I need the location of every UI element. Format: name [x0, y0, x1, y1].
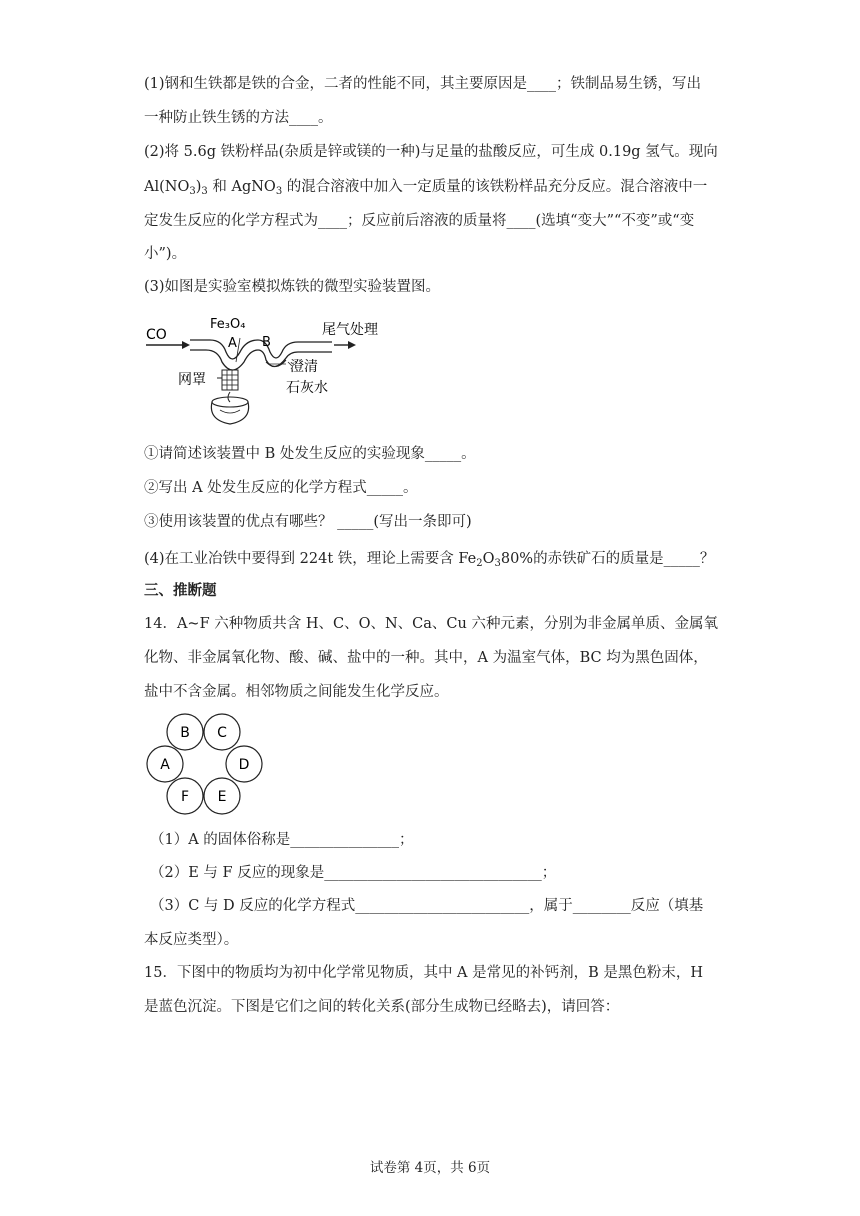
q13-sub2: ②写出 A 处发生反应的化学方程式_____。 [144, 480, 418, 496]
svg-text:E: E [217, 789, 227, 805]
svg-text:F: F [180, 789, 190, 805]
q14-sub1: （1）A 的固体俗称是_______________； [150, 832, 414, 848]
limewater-label-1: 澄清 [290, 359, 318, 375]
circle-d [226, 746, 262, 782]
ironmaking-apparatus-figure [140, 312, 400, 430]
svg-text:D: D [238, 757, 250, 773]
q14-line3: 盐中不含金属。相邻物质之间能发生化学反应。 [144, 684, 449, 700]
circle-b [167, 714, 203, 750]
q14-sub2: （2）E 与 F 反应的现象是______________________________； [150, 865, 557, 881]
q13-part2-line2: $Al(NO_3)_3$ 和 AgNO$_3$ 的混合溶液中加入一定质量的该铁粉样品充分反应。混合溶液中一 [144, 179, 708, 197]
page-footer: 试卷第 4页，共 6页 [369, 1160, 491, 1176]
q13-sub1: ①请简述该装置中 B 处发生反应的实验现象_____。 [144, 446, 476, 462]
fe3o4-label: Fe₃O₄ [210, 317, 246, 332]
svg-text:B: B [180, 725, 190, 741]
q13-part2-line3: 定发生反应的化学方程式为____；反应前后溶液的质量将____(选填“变大”“不变”或“变 [144, 213, 695, 229]
q15-line1: 15．下图中的物质均为初中化学常见物质，其中 A 是常见的补钙剂，B 是黑色粉末，H [144, 965, 704, 981]
q13-part2-line1: (2)将 5.6g 铁粉样品(杂质是锌或镁的一种)与足量的盐酸反应，可生成 0.19g 氢气。现向 [144, 144, 718, 160]
tail-gas-label: 尾气处理 [322, 322, 378, 338]
circle-e [204, 778, 240, 814]
q15-line2: 是蓝色沉淀。下图是它们之间的转化关系(部分生成物已经略去)，请回答： [144, 999, 620, 1015]
q14-line2: 化物、非金属氧化物、酸、碱、盐中的一种。其中，A 为温室气体，BC 均为黑色固体， [144, 650, 708, 666]
q14-line1: 14．A~F 六种物质共含 H、C、O、N、Ca、Cu 六种元素，分别为非金属单质、金属氧 [144, 616, 718, 632]
point-a-label: A [228, 336, 237, 351]
q14-sub3-line2: 本反应类型）。 [144, 932, 239, 948]
circle-c [204, 714, 240, 750]
q13-part3-intro: (3)如图是实验室模拟炼铁的微型实验装置图。 [144, 279, 441, 295]
q13-part1-line2: 一种防止铁生锈的方法____。 [144, 110, 333, 126]
circle-f [167, 778, 203, 814]
circle-a [147, 746, 183, 782]
limewater-label-2: 石灰水 [286, 380, 328, 396]
substance-ring-diagram [142, 710, 266, 822]
q13-part4: (4)在工业冶铁中要得到 224t 铁，理论上需要含 $Fe_2O_380\%$的赤铁矿石的质量是_____？ [144, 551, 715, 569]
q13-part1-line1: (1)钢和生铁都是铁的合金，二者的性能不同，其主要原因是____；铁制品易生锈，写出 [144, 76, 702, 92]
q13-part2-line4: 小”)。 [144, 246, 187, 262]
section-title-inference: 三、推断题 [144, 582, 217, 599]
svg-text:C: C [217, 725, 227, 741]
point-b-label: B [262, 335, 271, 350]
q13-sub3: ③使用该装置的优点有哪些？ _____(写出一条即可) [144, 514, 472, 530]
co-label: CO [146, 327, 167, 343]
q14-sub3-line1: （3）C 与 D 反应的化学方程式________________________，属于________反应（填基 [150, 898, 704, 914]
net-label: 网罩 [178, 372, 206, 388]
svg-text:A: A [160, 757, 170, 773]
